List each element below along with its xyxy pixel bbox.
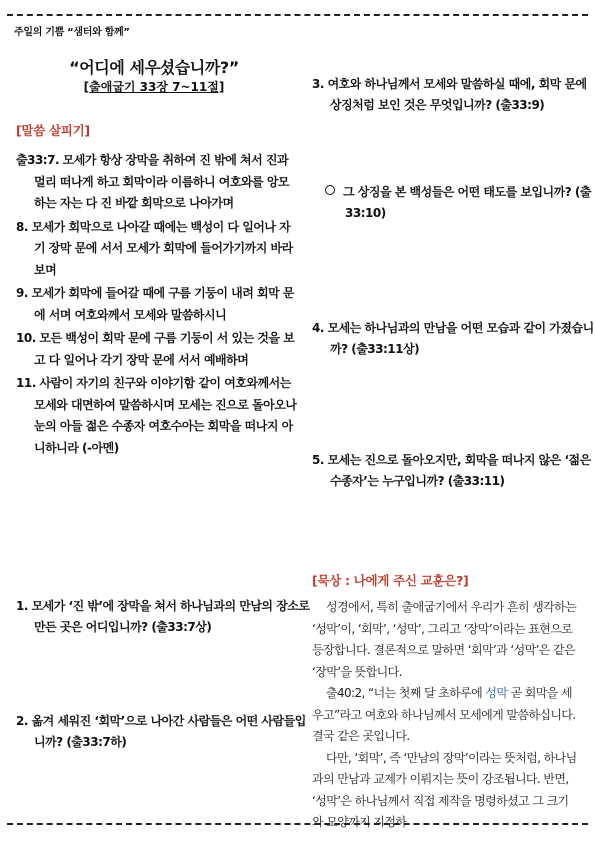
section-meditation-label: [묵상 : 나에게 주신 교훈은?]: [312, 573, 469, 588]
circle-bullet-icon: [325, 185, 335, 195]
question-5: 5. 모세는 진으로 돌아오지만, 회막을 떠나지 않은 ‘젊은 수종자’는 누구입니까? (출33:11): [312, 453, 591, 488]
question-3-sub: [325, 182, 595, 224]
verse-9: 9. 모세가 회막에 들어갈 때에 구름 기둥이 내려 회막 문에 서며 여호와께서 모세와 말씀하시니: [16, 286, 294, 322]
bulletin-header: 주일의 기쁨 “샘터와 함께”: [14, 27, 130, 38]
scripture-reference: [20, 78, 288, 95]
meditation-paragraph-2-b: 곧 회막을 세우고”라고 여호와 하나님께서 모세에게 말씀하십니다. 결국 같은 곳입니다.: [312, 686, 576, 743]
meditation-paragraph-1: 성경에서, 특히 출애굽기에서 우리가 흔히 생각하는 ‘성막’이, ‘회막’, ‘성막’, 그리고 ‘장막’이라는 표현으로 등장합니다. 결론적으로 말하면 ‘회막’과 ‘성막’은 같은 ‘장막’을 뜻합니다.: [312, 600, 577, 679]
verse-7: 출33:7. 모세가 항상 장막을 취하여 진 밖에 쳐서 진과 멀리 떠나게 하고 회막이라 이름하니 여호와를 앙모하는 자는 다 진 바깥 회막으로 나아가며: [16, 153, 290, 210]
verse-10: 10. 모든 백성이 회막 문에 구름 기둥이 서 있는 것을 보고 다 일어나 각기 장막 문에 서서 예배하며: [16, 331, 295, 367]
meditation-paragraph-2: [312, 683, 578, 748]
question-2: 2. 옮겨 세워진 ‘회막’으로 나아간 사람들은 어떤 사람들입니까? (출33:7하): [16, 714, 306, 749]
question-1: 1. 모세가 ‘진 밖’에 장막을 쳐서 하나님과의 만남의 장소로 만든 곳은 어디입니까? (출33:7상): [16, 599, 310, 634]
scripture-verses: [16, 150, 300, 461]
meditation-body: [312, 597, 578, 834]
question-4: 4. 모세는 하나님과의 만남을 어떤 모습과 같이 가졌습니까? (출33:11상): [312, 321, 594, 356]
question-3-sub-text: 그 상징을 본 백성들은 어떤 태도를 보입니까? (출33:10): [343, 185, 591, 220]
top-dashed-divider: [7, 14, 588, 16]
meditation-paragraph-2-a: 출40:2, “너는 첫째 달 초하루에: [326, 686, 486, 700]
question-3: 3. 여호와 하나님께서 모세와 말씀하실 때에, 회막 문에 상징처럼 보인 것은 무엇입니까? (출33:9): [312, 77, 587, 112]
verse-11: 11. 사람이 자기의 친구와 이야기함 같이 여호와께서는 모세와 대면하여 말씀하시며 모세는 진으로 돌아오나 눈의 아들 젊은 수종자 여호수아는 회막을 떠나지 아니하니라 (-아멘): [16, 376, 297, 455]
highlighted-word: 성막: [485, 686, 508, 700]
meditation-paragraph-3: 다만, ‘회막’, 즉 ‘만남의 장막’이라는 뜻처럼, 하나님과의 만남과 교제가 이뤄지는 뜻이 강조됩니다. 반면, ‘성막’은 하나님께서 직접 제작을 명령하셨고 그 크기와 모양까지 지정하: [312, 750, 577, 829]
scripture-reference-text: [출애굽기 33장 7~11절]: [83, 80, 225, 94]
verse-8: 8. 모세가 회막으로 나아갈 때에는 백성이 다 일어나 자기 장막 문에 서서 모세가 회막에 들어가기까지 바라보며: [16, 219, 293, 277]
section-scripture-label: [말씀 살피기]: [16, 123, 90, 138]
sermon-title: “어디에 세우셨습니까?”: [69, 58, 239, 77]
bottom-dashed-divider: [7, 823, 588, 825]
